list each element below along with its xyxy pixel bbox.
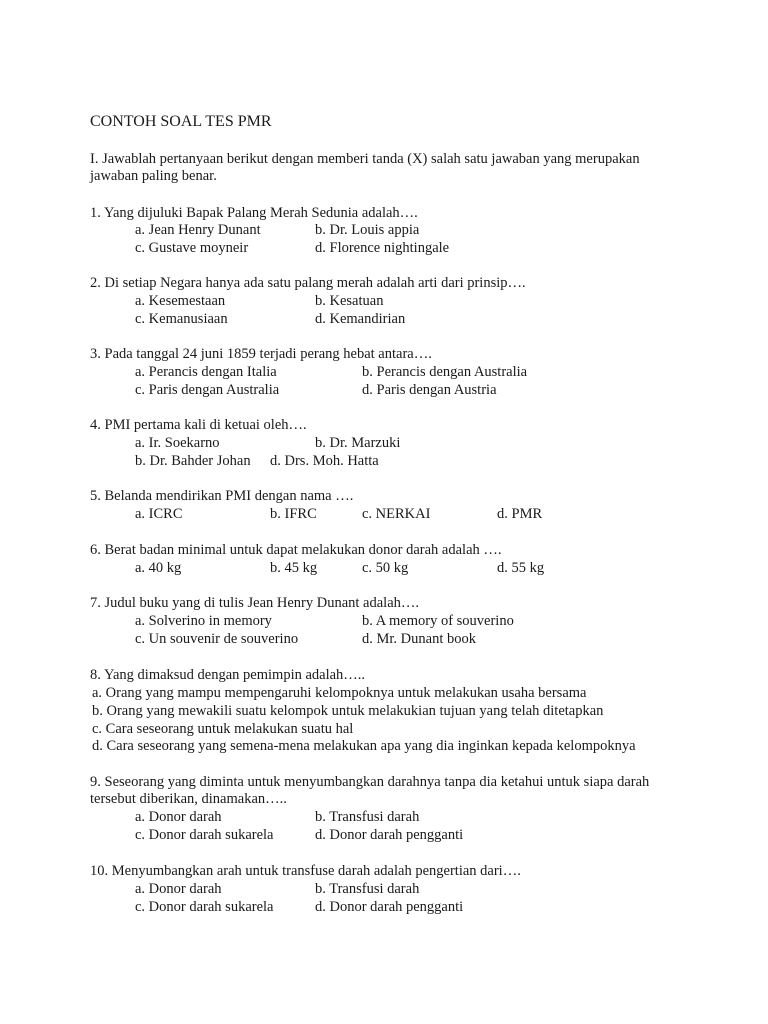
option[interactable]: c. Cara seseorang untuk melakukan suatu hal — [92, 721, 354, 737]
option[interactable]: c. 50 kg — [362, 560, 409, 576]
question-8: 8. Yang dimaksud dengan pemimpin adalah….. — [90, 667, 366, 683]
option[interactable]: a. ICRC — [135, 506, 183, 522]
option[interactable]: a. Jean Henry Dunant — [135, 222, 261, 238]
option[interactable]: d. Drs. Moh. Hatta — [270, 453, 379, 469]
question-2: 2. Di setiap Negara hanya ada satu palang merah adalah arti dari prinsip…. — [90, 275, 526, 291]
option[interactable]: c. Kemanusiaan — [135, 311, 228, 327]
option[interactable]: c. Un souvenir de souverino — [135, 631, 299, 647]
option[interactable]: a. Solverino in memory — [135, 613, 272, 629]
option[interactable]: c. Paris dengan Australia — [135, 382, 280, 398]
instruction-line: jawaban paling benar. — [90, 168, 217, 184]
option[interactable]: d. Cara seseorang yang semena-mena melakukan apa yang dia inginkan kepada kelompoknya — [92, 738, 636, 754]
option[interactable]: b. Transfusi darah — [315, 809, 420, 825]
question-5: 5. Belanda mendirikan PMI dengan nama …. — [90, 488, 354, 504]
option[interactable]: b. Dr. Louis appia — [315, 222, 420, 238]
option[interactable]: d. Donor darah pengganti — [315, 827, 464, 843]
option[interactable]: a. Donor darah — [135, 881, 222, 897]
option[interactable]: d. 55 kg — [497, 560, 545, 576]
option[interactable]: b. Transfusi darah — [315, 881, 420, 897]
option[interactable]: b. Orang yang mewakili suatu kelompok untuk melakukian tujuan yang telah ditetapkan — [92, 703, 604, 719]
option[interactable]: d. Donor darah pengganti — [315, 899, 464, 915]
option[interactable]: c. Donor darah sukarela — [135, 899, 274, 915]
question-7: 7. Judul buku yang di tulis Jean Henry Dunant adalah…. — [90, 595, 420, 611]
option[interactable]: d. Mr. Dunant book — [362, 631, 476, 647]
option[interactable]: c. NERKAI — [362, 506, 431, 522]
question-9: 9. Seseorang yang diminta untuk menyumbangkan darahnya tanpa dia ketahui untuk siapa darah — [90, 774, 650, 790]
option[interactable]: d. Florence nightingale — [315, 240, 450, 256]
option[interactable]: b. 45 kg — [270, 560, 318, 576]
option[interactable]: a. Perancis dengan Italia — [135, 364, 277, 380]
option[interactable]: a. Kesemestaan — [135, 293, 226, 309]
option[interactable]: b. A memory of souverino — [362, 613, 514, 629]
option[interactable]: d. PMR — [497, 506, 543, 522]
option[interactable]: b. Kesatuan — [315, 293, 384, 309]
option[interactable]: d. Paris dengan Austria — [362, 382, 497, 398]
document-title: CONTOH SOAL TES PMR — [90, 113, 272, 130]
option[interactable]: a. Donor darah — [135, 809, 222, 825]
instruction-line: I. Jawablah pertanyaan berikut dengan memberi tanda (X) salah satu jawaban yang merupakan — [90, 151, 640, 167]
question-10: 10. Menyumbangkan arah untuk transfuse darah adalah pengertian dari…. — [90, 863, 521, 879]
question-3: 3. Pada tanggal 24 juni 1859 terjadi perang hebat antara…. — [90, 346, 432, 362]
question-4: 4. PMI pertama kali di ketuai oleh…. — [90, 417, 307, 433]
option[interactable]: a. 40 kg — [135, 560, 182, 576]
option[interactable]: b. IFRC — [270, 506, 317, 522]
option[interactable]: b. Perancis dengan Australia — [362, 364, 528, 380]
option[interactable]: c. Gustave moyneir — [135, 240, 249, 256]
option[interactable]: b. Dr. Marzuki — [315, 435, 401, 451]
option[interactable]: c. Donor darah sukarela — [135, 827, 274, 843]
question-1: 1. Yang dijuluki Bapak Palang Merah Sedunia adalah…. — [90, 205, 418, 221]
option[interactable]: a. Orang yang mampu mempengaruhi kelompoknya untuk melakukan usaha bersama — [92, 685, 587, 701]
question-6: 6. Berat badan minimal untuk dapat melakukan donor darah adalah …. — [90, 542, 502, 558]
option[interactable]: b. Dr. Bahder Johan — [135, 453, 251, 469]
option[interactable]: d. Kemandirian — [315, 311, 406, 327]
question-9-cont: tersebut diberikan, dinamakan….. — [90, 791, 287, 807]
option[interactable]: a. Ir. Soekarno — [135, 435, 220, 451]
